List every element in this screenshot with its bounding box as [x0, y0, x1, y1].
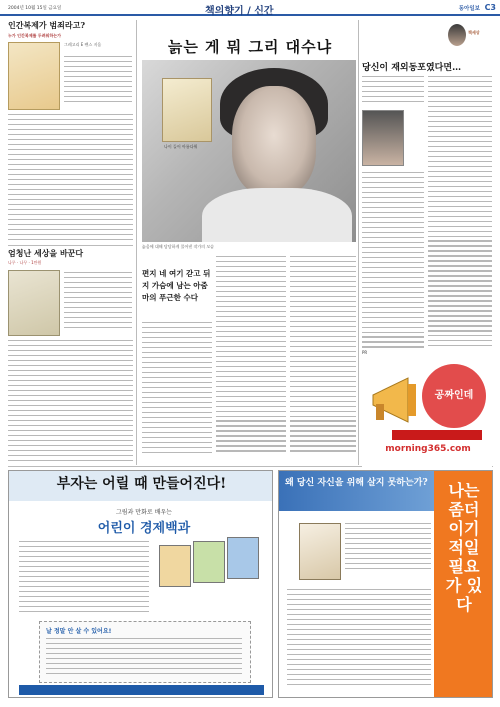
ad-childrens-economy[interactable] — [8, 470, 273, 698]
column-divider — [136, 20, 137, 465]
promo-strip — [392, 430, 482, 440]
author-body — [202, 188, 352, 242]
page-number: C3 — [484, 3, 496, 12]
article-body-text — [290, 256, 356, 455]
right-heading: 당신이 재외동포였다면… — [362, 63, 462, 73]
article-body-text — [362, 172, 424, 351]
article-body-text — [8, 340, 133, 465]
columnist-photo — [362, 110, 404, 166]
book-label: 나이 들어 아름다워 — [164, 144, 198, 149]
page-header — [0, 0, 500, 16]
feature-headline: 늙는 게 뭐 그리 대수냐 — [167, 38, 333, 56]
article-body-text — [8, 114, 133, 244]
ad1-box-label: 날 정말 안 살 수 있어요! — [46, 628, 112, 635]
ad2-vertical-title: 나는 좀더 이기적일 필요가 있다 — [445, 481, 483, 614]
author-photo — [142, 60, 356, 242]
book-cover-image — [299, 523, 341, 580]
promo-url[interactable]: morning365.com — [385, 444, 471, 454]
ad1-title: 어린이 경제백과 — [97, 521, 191, 536]
columnist-label: 책세상 — [468, 30, 480, 35]
book1-caption: 그레고리 E 펜스 지음 — [64, 42, 102, 47]
ad1-info-box — [39, 621, 251, 683]
left-heading-2: 엄청난 세상을 바꾼다 — [8, 248, 84, 258]
book-cover-image — [8, 270, 60, 336]
book-cover-image — [159, 545, 191, 587]
article-body-text — [216, 256, 286, 455]
date-line: 2004년 10월 15일 금요일 — [8, 6, 62, 11]
pull-quote: 편지 네 여기 갇고 뒤지 가슴에 남는 아줌마의 푸근한 수다 — [142, 269, 211, 302]
ad-selfish-book[interactable] — [278, 470, 493, 698]
ad1-book-covers — [159, 537, 259, 617]
ad2-orange-panel — [434, 471, 492, 697]
pr-credit: PR — [362, 350, 368, 355]
ad2-question: 왜 당신 자신을 위해 살지 못하는가? — [285, 478, 428, 488]
ad1-headline: 부자는 어릴 때 만들어진다! — [56, 476, 227, 492]
ad-body-text — [287, 589, 431, 689]
promo-tagline: 공짜인데 — [434, 390, 474, 401]
columnist-box — [448, 22, 492, 54]
promo-banner[interactable] — [362, 360, 492, 472]
author-face — [232, 86, 316, 196]
article-body-text — [142, 322, 212, 457]
ad2-header — [279, 471, 434, 511]
ad-body-text — [46, 638, 242, 678]
article-body-text — [428, 76, 492, 350]
book-cover-image — [8, 42, 60, 110]
left-book1-subtitle: 누가 인간복제를 두려워하는가 — [8, 33, 62, 38]
ad-body-text — [345, 523, 431, 573]
left-divider — [8, 245, 133, 246]
ad1-footer-bar — [19, 685, 264, 695]
book2-caption: 나무 · 나무 · 1만원 — [8, 260, 42, 265]
article-body-text — [64, 272, 132, 332]
section-title: 책의향기 / 신간 — [205, 6, 274, 17]
book-cover-image — [193, 541, 225, 583]
book-photo — [162, 78, 212, 142]
ad1-subtitle: 그림과 만화로 배우는 — [116, 509, 172, 516]
article-body-text — [64, 56, 132, 106]
book-cover-image — [227, 537, 259, 579]
left-heading-1: 인간복제가 범죄라고? — [8, 20, 86, 30]
photo-caption: 늙음에 대해 담담하게 풀어낸 작가의 모습 — [142, 244, 215, 249]
newspaper-name: 동아일보 — [458, 6, 480, 12]
column-divider — [358, 20, 359, 465]
ad-body-text — [19, 541, 149, 616]
article-body-text — [362, 76, 424, 106]
promo-badge — [422, 364, 486, 428]
columnist-avatar — [448, 24, 466, 46]
